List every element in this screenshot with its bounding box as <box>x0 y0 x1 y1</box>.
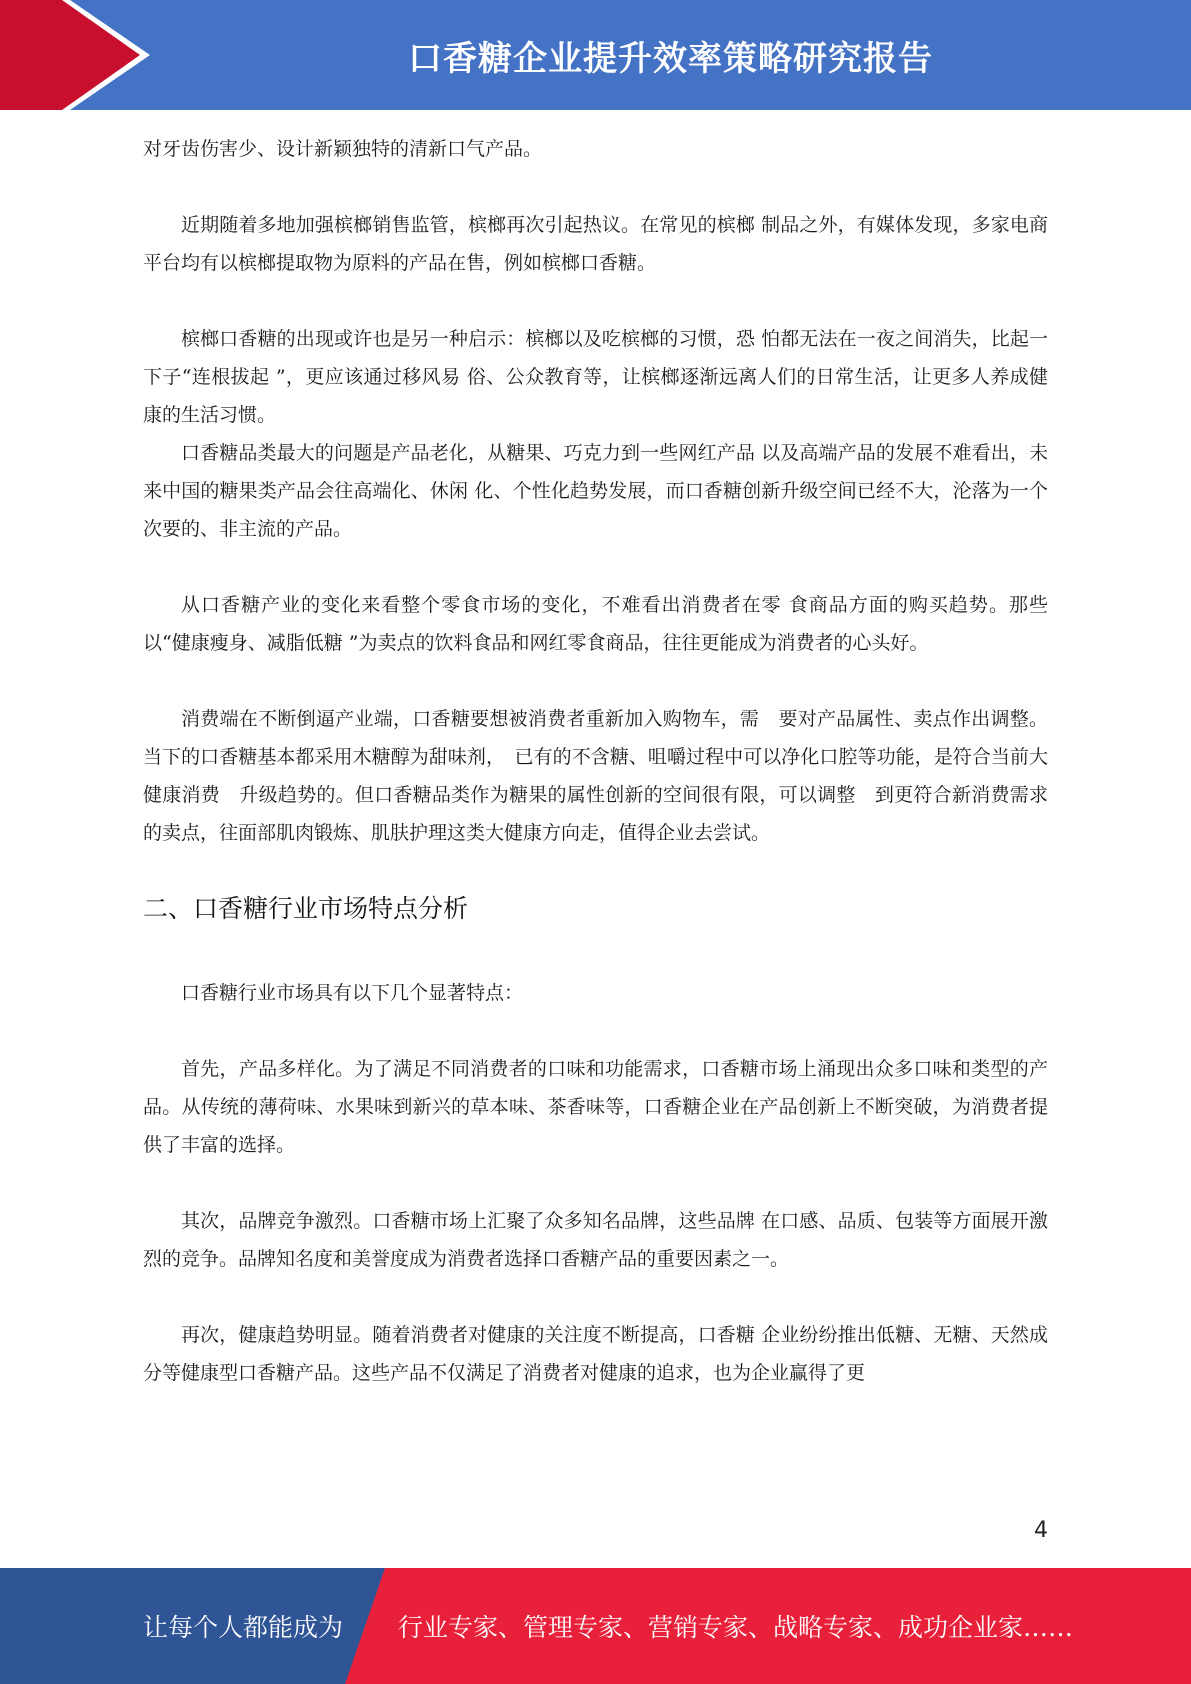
footer-slogan-right: 行业专家、管理专家、营销专家、战略专家、成功企业家…… <box>398 1613 1074 1642</box>
section-paragraph-3: 其次，品牌竞争激烈。口香糖市场上汇聚了众多知名品牌，这些品牌 在口感、品质、包装等方面展开激烈的竞争。品牌知名度和美誉度成为消费者选择口香糖产品的重要因素之一。 <box>143 1210 1048 1270</box>
footer-slogan-left: 让每个人都能成为 <box>143 1613 344 1642</box>
document-title: 口香糖企业提升效率策略研究报告 <box>408 38 933 79</box>
paragraph-4: 口香糖品类最大的问题是产品老化，从糖果、巧克力到一些网红产品 以及高端产品的发展不难看出，未来中国的糖果类产品会往高端化、休闲 化、个性化趋势发展，而口香糖创新升级空间已经不大，沦落为一个次要的、非主流的产品。 <box>143 442 1048 540</box>
header-banner <box>0 0 1191 110</box>
section-paragraph-2: 首先，产品多样化。为了满足不同消费者的口味和功能需求，口香糖市场上涌现出众多口味和类型的产品。从传统的薄荷味、水果味到新兴的草本味、茶香味等，口香糖企业在产品创新上不断突破，为消费者提供了丰富的选择。 <box>143 1058 1048 1156</box>
section-paragraph-4: 再次，健康趋势明显。随着消费者对健康的关注度不断提高，口香糖 企业纷纷推出低糖、无糖、天然成分等健康型口香糖产品。这些产品不仅满足了消费者对健康的追求，也为企业赢得了更 <box>143 1324 1048 1384</box>
page-content <box>143 130 1048 1430</box>
paragraph-5: 从口香糖产业的变化来看整个零食市场的变化，不难看出消费者在零 食商品方面的购买趋势。那些以“健康瘦身、减脂低糖 ”为卖点的饮料食品和网红零食商品，往往更能成为消费者的心头好。 <box>143 594 1048 654</box>
section-heading: 二、口香糖行业市场特点分析 <box>143 894 469 923</box>
footer-banner <box>0 1568 1191 1684</box>
section-paragraph-1: 口香糖行业市场具有以下几个显著特点： <box>181 982 524 1004</box>
paragraph-6: 消费端在不断倒逼产业端，口香糖要想被消费者重新加入购物车，需 要对产品属性、卖点作出调整。当下的口香糖基本都采用木糖醇为甜味剂， 已有的不含糖、咀嚼过程中可以净化口腔等功能，是符合当前大健康消费 升级趋势的。但口香糖品类作为糖果的属性创新的空间很有限，可以调整 到更符合新消费需求的卖点，往面部肌肉锻炼、肌肤护理这类大健康方向走，值得企业去尝试。 <box>143 708 1048 844</box>
page-number: 4 <box>1034 1518 1048 1543</box>
paragraph-2: 近期随着多地加强槟榔销售监管，槟榔再次引起热议。在常见的槟榔 制品之外，有媒体发现，多家电商平台均有以槟榔提取物为原料的产品在售，例如槟榔口香糖。 <box>143 214 1048 274</box>
paragraph-1: 对牙齿伤害少、设计新颖独特的清新口气产品。 <box>143 138 543 160</box>
paragraph-3: 槟榔口香糖的出现或许也是另一种启示：槟榔以及吃槟榔的习惯，恐 怕都无法在一夜之间消失，比起一下子“连根拔起 ”，更应该通过移风易 俗、公众教育等，让槟榔逐渐远离人们的日常生活，让更多人养成健康的生活习惯。 <box>143 328 1048 426</box>
